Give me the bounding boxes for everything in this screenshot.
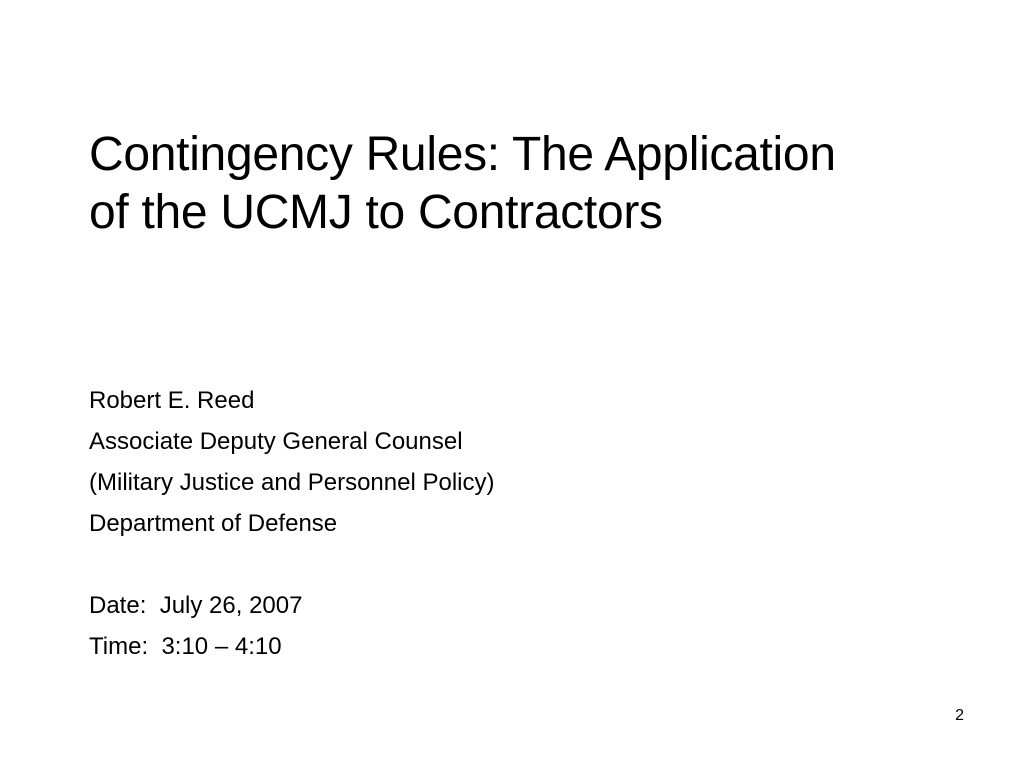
presenter-name: Robert E. Reed [89,387,255,414]
slide-title-line-2: of the UCMJ to Contractors [89,186,663,239]
slide-title [89,126,949,242]
page-number: 2 [955,707,964,724]
presenter-organization: Department of Defense [89,510,338,537]
presentation-time: Time: 3:10 – 4:10 [89,633,282,660]
presenter-office: (Military Justice and Personnel Policy) [89,469,495,496]
presenter-info [89,380,889,667]
presentation-date: Date: July 26, 2007 [89,592,303,619]
spacer [89,544,889,585]
presenter-position: Associate Deputy General Counsel [89,428,463,455]
slide-title-line-1: Contingency Rules: The Application [89,128,836,181]
